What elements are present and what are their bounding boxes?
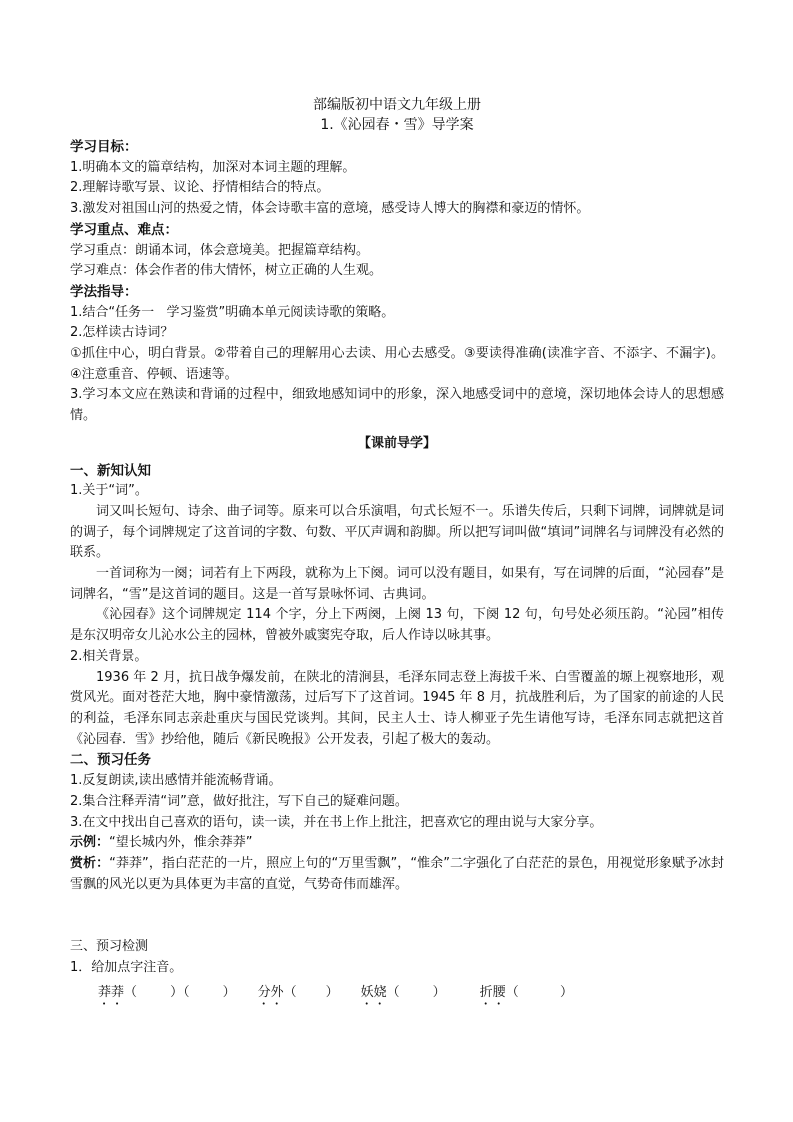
task-item: 1.反复朗读,读出感情并能流畅背诵。 (70, 773, 282, 789)
goals-heading: 学习目标： (70, 139, 138, 155)
example-text: “望长城内外，惟余莽莽” (109, 835, 253, 851)
pinyin-word: 分外 (257, 984, 284, 1000)
pinyin-blank[interactable]: （ ） (283, 984, 339, 1000)
example-label: 示例： (70, 835, 110, 851)
lesson-title: 1.《沁园春・雪》导学案 (320, 117, 474, 133)
focus-item: 学习重点：朗诵本词，体会意境美。把握篇章结构。 (70, 242, 370, 258)
focus-item: 学习难点：体会作者的伟大情怀，树立正确的人生观。 (70, 263, 383, 279)
part1-subheading: 2.相关背景。 (70, 648, 148, 664)
paragraph: 一首词称为一阕；词若有上下两段，就称为上下阕。词可以没有题目，如果有，写在词牌的后面，“沁园春”是词牌名，“雪”是这首词的题目。这是一首写景咏怀词、古典词。 (70, 566, 724, 602)
focus-heading: 学习重点、难点： (70, 221, 178, 238)
pinyin-word: 莽莽 (98, 984, 125, 1000)
part3-subheading: 1．给加点字注音。 (70, 960, 183, 976)
example-line (70, 833, 724, 854)
goal-item: 1.明确本文的篇章结构，加深对本词主题的理解。 (70, 159, 356, 175)
part1-subheading: 1.关于“词”。 (70, 483, 148, 499)
pinyin-blank[interactable]: （ ） (386, 984, 446, 1000)
appreciation-text: “莽莽”，指白茫茫的一片，照应上句的“万里雪飘”，“惟余”二字强化了白茫茫的景色，用视觉形象赋予冰封雪飘的风光以更为具体更为丰富的直觉，气势奇伟而雄浑。 (70, 855, 724, 892)
paragraph: 词又叫长短句、诗余、曲子词等。原来可以合乐演唱，句式长短不一。乐谱失传后，只剩下词牌，词牌就是词的调子，每个词牌规定了这首词的字数、句数、平仄声调和韵脚。所以把写词叫做“填词”词牌名与词牌没有必然的联系。 (70, 503, 724, 561)
spacer (70, 895, 724, 937)
goal-item: 2.理解诗歌写景、议论、抒情相结合的特点。 (70, 180, 330, 196)
paragraph: 1936 年 2 月，抗日战争爆发前，在陕北的清涧县，毛泽东同志登上海拔千米、白雪覆盖的塬上视察地形，观赏风光。面对苍茫大地，胸中豪情激荡，过后写下了这首词。1945 年 8 月，抗战胜利后，为了国家的前途的人民的利益，毛泽东同志亲赴重庆与国民党谈判。其间，民主人士、诗人柳亚子先生请他写诗，毛泽东同志就把这首《沁园春．雪》抄给他，随后《新民晚报》公开发表，引起了极大的轰动。 (70, 669, 724, 747)
method-heading: 学法指导： (70, 283, 138, 300)
document-title: 部编版初中语文九年级上册 (313, 97, 481, 113)
task-item: 2.集合注释弄清“词”意，做好批注，写下自己的疑难问题。 (70, 793, 408, 809)
document-page (70, 95, 724, 1008)
method-item: ①抓住中心，明白背景。②带着自己的理解用心去读、用心去感受。③要读得准确(读准字音、不添字、不漏字)。④注意重音、停顿、语速等。 (70, 346, 724, 382)
goal-item: 3.激发对祖国山河的热爱之情，体会诗歌丰富的意境，感受诗人博大的胸襟和豪迈的情怀。 (70, 201, 590, 217)
part1-heading: 一、新知认知 (70, 462, 151, 479)
appreciation-label: 赏析： (70, 855, 110, 871)
pinyin-blank[interactable]: （ ） (505, 984, 574, 1000)
part3-heading: 三、预习检测 (70, 939, 149, 955)
section-title: 【课前导学】 (357, 435, 436, 451)
pinyin-blank[interactable]: （ ）（ ） (124, 984, 236, 1000)
pinyin-word: 妖娆 (360, 984, 387, 1000)
task-item: 3.在文中找出自己喜欢的语句，读一读，并在书上作上批注，把喜欢它的理由说与大家分享。 (70, 814, 603, 830)
paragraph: 《沁园春》这个词牌规定 114 个字，分上下两阕，上阕 13 句，下阕 12 句，句号处必须压韵。“沁园”相传是东汉明帝女儿沁水公主的园林，曾被外戚窦宪夺取，后人作诗以咏其事。 (70, 607, 724, 644)
method-item: 1.结合“任务一 学习鉴赏”明确本单元阅读诗歌的策略。 (70, 304, 395, 320)
method-item: 2.怎样读古诗词？ (70, 325, 174, 341)
appreciation-line (70, 854, 724, 895)
method-item: 3.学习本文应在熟读和背诵的过程中，细致地感知词中的形象，深入地感受词中的意境，深切地体会诗人的思想感情。 (70, 387, 724, 424)
pinyin-word: 折腰 (479, 984, 506, 1000)
pinyin-row (98, 983, 724, 1008)
part2-heading: 二、预习任务 (70, 752, 151, 769)
